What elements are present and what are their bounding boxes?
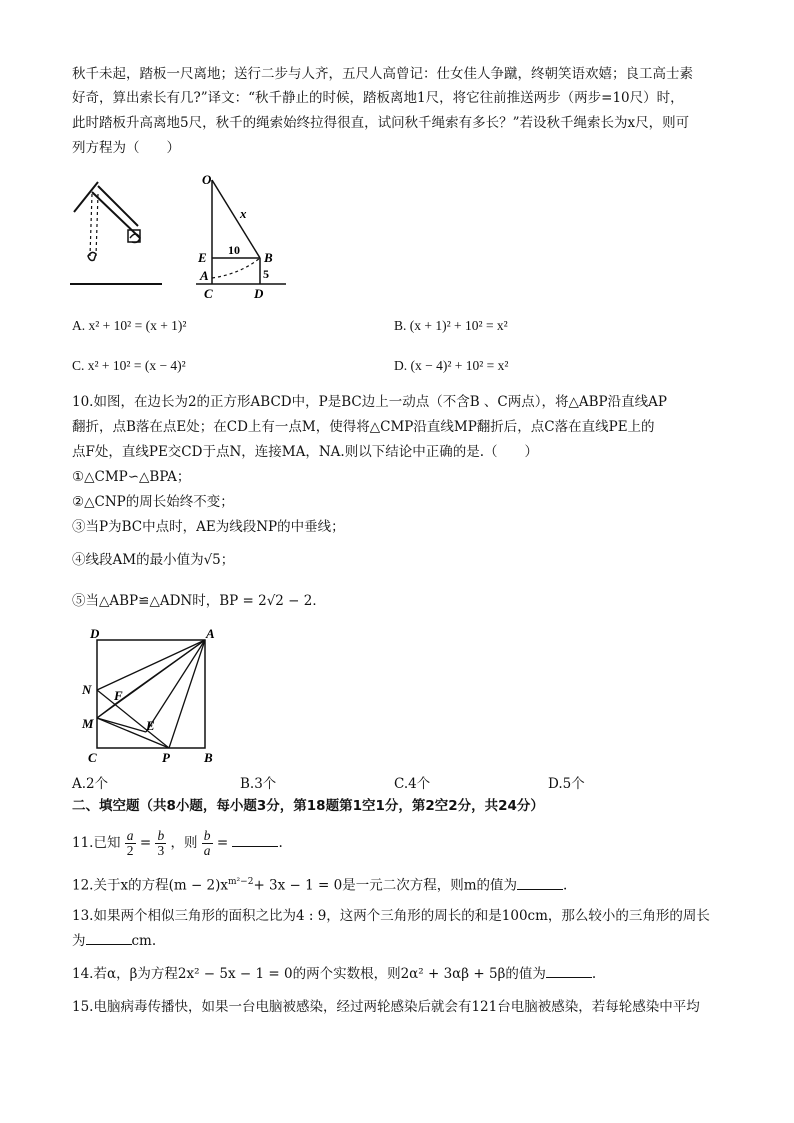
q12-end: . (563, 877, 568, 894)
q11-fraction-a-over-2: $\frac{a}{2}$ (126, 828, 134, 858)
q11-fraction-b-over-a: $\frac{b}{a}$ (203, 828, 211, 858)
sq-label-E: E (146, 718, 155, 733)
q9-line-2: 好奇，算出索长有几?”译文：“秋千静止的时候，踏板离地1尺，将它往前推送两步（两步=10尺）时， (72, 90, 684, 106)
q11-prefix: 11.已知 (72, 835, 121, 851)
q14-end: . (591, 966, 597, 982)
q11-mid: ，则 (170, 835, 198, 851)
q14 (72, 963, 596, 984)
q12 (72, 872, 567, 896)
section-2-heading: 二、填空题（共8小题，每小题3分，第18题第1空1分，第2空2分，共24分） (72, 798, 544, 814)
label-B: B (264, 250, 273, 265)
q9-line-1: 秋千未起，踏板一尺离地；送行二步与人齐，五尺人高曾记：仕女佳人争蹴，终朝笑语欢嬉；良工高士素 (72, 66, 693, 82)
swing-illustration (68, 178, 168, 290)
q12-text-b: + 3x − 1 = 0是一元二次方程，则m的值为 (253, 877, 518, 894)
q11-answer-blank[interactable] (232, 832, 278, 847)
q9-line-3: 此时踏板升高离地5尺，秋千的绳索始终拉得很直，试问秋千绳索有多长？”若设秋千绳索长为x尺，则可 (72, 115, 690, 131)
q13-line-2 (72, 930, 156, 951)
q11-end: . (278, 835, 283, 851)
label-E: E (198, 250, 207, 265)
q10-claim-2: ②△CNP的周长始终不变； (72, 494, 234, 510)
q14-text: 14.若α，β为方程2x² − 5x − 1 = 0的两个实数根，则2α² + 3αβ + 5β的值为 (72, 966, 546, 982)
label-5: 5 (263, 267, 269, 281)
q10-line-3: 点F处，直线PE交CD于点N，连接MA，NA.则以下结论中正确的是.（ ） (72, 444, 538, 460)
sq-label-N: N (82, 682, 92, 697)
label-10: 10 (228, 243, 240, 257)
sq-label-F: F (114, 688, 123, 703)
q12-exponent: m²−2 (228, 877, 254, 887)
q10-claim-5: ⑤当△ABP≌△ADN时，BP = 2√2 − 2． (72, 593, 326, 609)
q10-line-2: 翻折，点B落在点E处；在CD上有一点M，使得将△CMP沿直线MP翻折后，点C落在直线PE上的 (72, 419, 655, 435)
q10-option-c[interactable]: C.4个 (394, 776, 431, 792)
q9-option-a[interactable]: A. x² + 10² = (x + 1)² (72, 318, 187, 333)
q11-fraction-b-over-3: $\frac{b}{3}$ (157, 828, 165, 858)
q12-text-a: 12.关于x的方程(m − 2)x (72, 877, 229, 894)
q9-line-4: 列方程为（ ） (72, 140, 180, 156)
q9-figure (190, 166, 290, 302)
q14-answer-blank[interactable] (546, 963, 592, 978)
q10-claim-3: ③当P为BC中点时，AE为线段NP的中垂线； (72, 519, 345, 535)
q9-option-d[interactable]: D. (x − 4)² + 10² = x² (394, 358, 509, 373)
q13-answer-blank[interactable] (86, 930, 132, 945)
q10-option-a[interactable]: A.2个 (72, 776, 109, 792)
q11-equals-2: = (216, 835, 229, 851)
sq-label-B: B (204, 750, 213, 765)
label-D: D (254, 286, 264, 301)
q9-option-b[interactable]: B. (x + 1)² + 10² = x² (394, 318, 508, 333)
sq-label-A: A (206, 626, 215, 641)
q10-claim-4: ④线段AM的最小值为√5； (72, 552, 235, 568)
q13-line-2-unit: cm. (131, 933, 157, 949)
q10-figure (80, 624, 220, 770)
q10-option-d[interactable]: D.5个 (548, 776, 585, 792)
sq-label-D: D (90, 626, 100, 641)
sq-label-P: P (162, 750, 170, 765)
q11-equals: = (139, 835, 152, 851)
q13-line-1: 13.如果两个相似三角形的面积之比为4 : 9，这两个三角形的周长的和是100cm，那么较小的三角形的周长 (72, 908, 710, 924)
q10-option-b[interactable]: B.3个 (240, 776, 277, 792)
label-C: C (204, 286, 213, 301)
q11 (72, 826, 283, 860)
q9-option-c[interactable]: C. x² + 10² = (x − 4)² (72, 358, 186, 373)
q15-line-1: 15.电脑病毒传播快，如果一台电脑被感染，经过两轮感染后就会有121台电脑被感染，若每轮感染中平均 (72, 999, 700, 1015)
label-x: x (240, 206, 247, 221)
label-O: O (202, 172, 212, 187)
q12-answer-blank[interactable] (517, 875, 563, 890)
q13-line-2-prefix: 为 (72, 933, 86, 949)
label-A: A (200, 268, 209, 283)
q10-line-1: 10.如图，在边长为2的正方形ABCD中，P是BC边上一动点（不含B 、C两点），将△ABP沿直线AP (72, 394, 667, 410)
sq-label-M: M (82, 716, 94, 731)
q10-claim-1: ①△CMP∽△BPA； (72, 469, 191, 485)
sq-label-C: C (88, 750, 97, 765)
